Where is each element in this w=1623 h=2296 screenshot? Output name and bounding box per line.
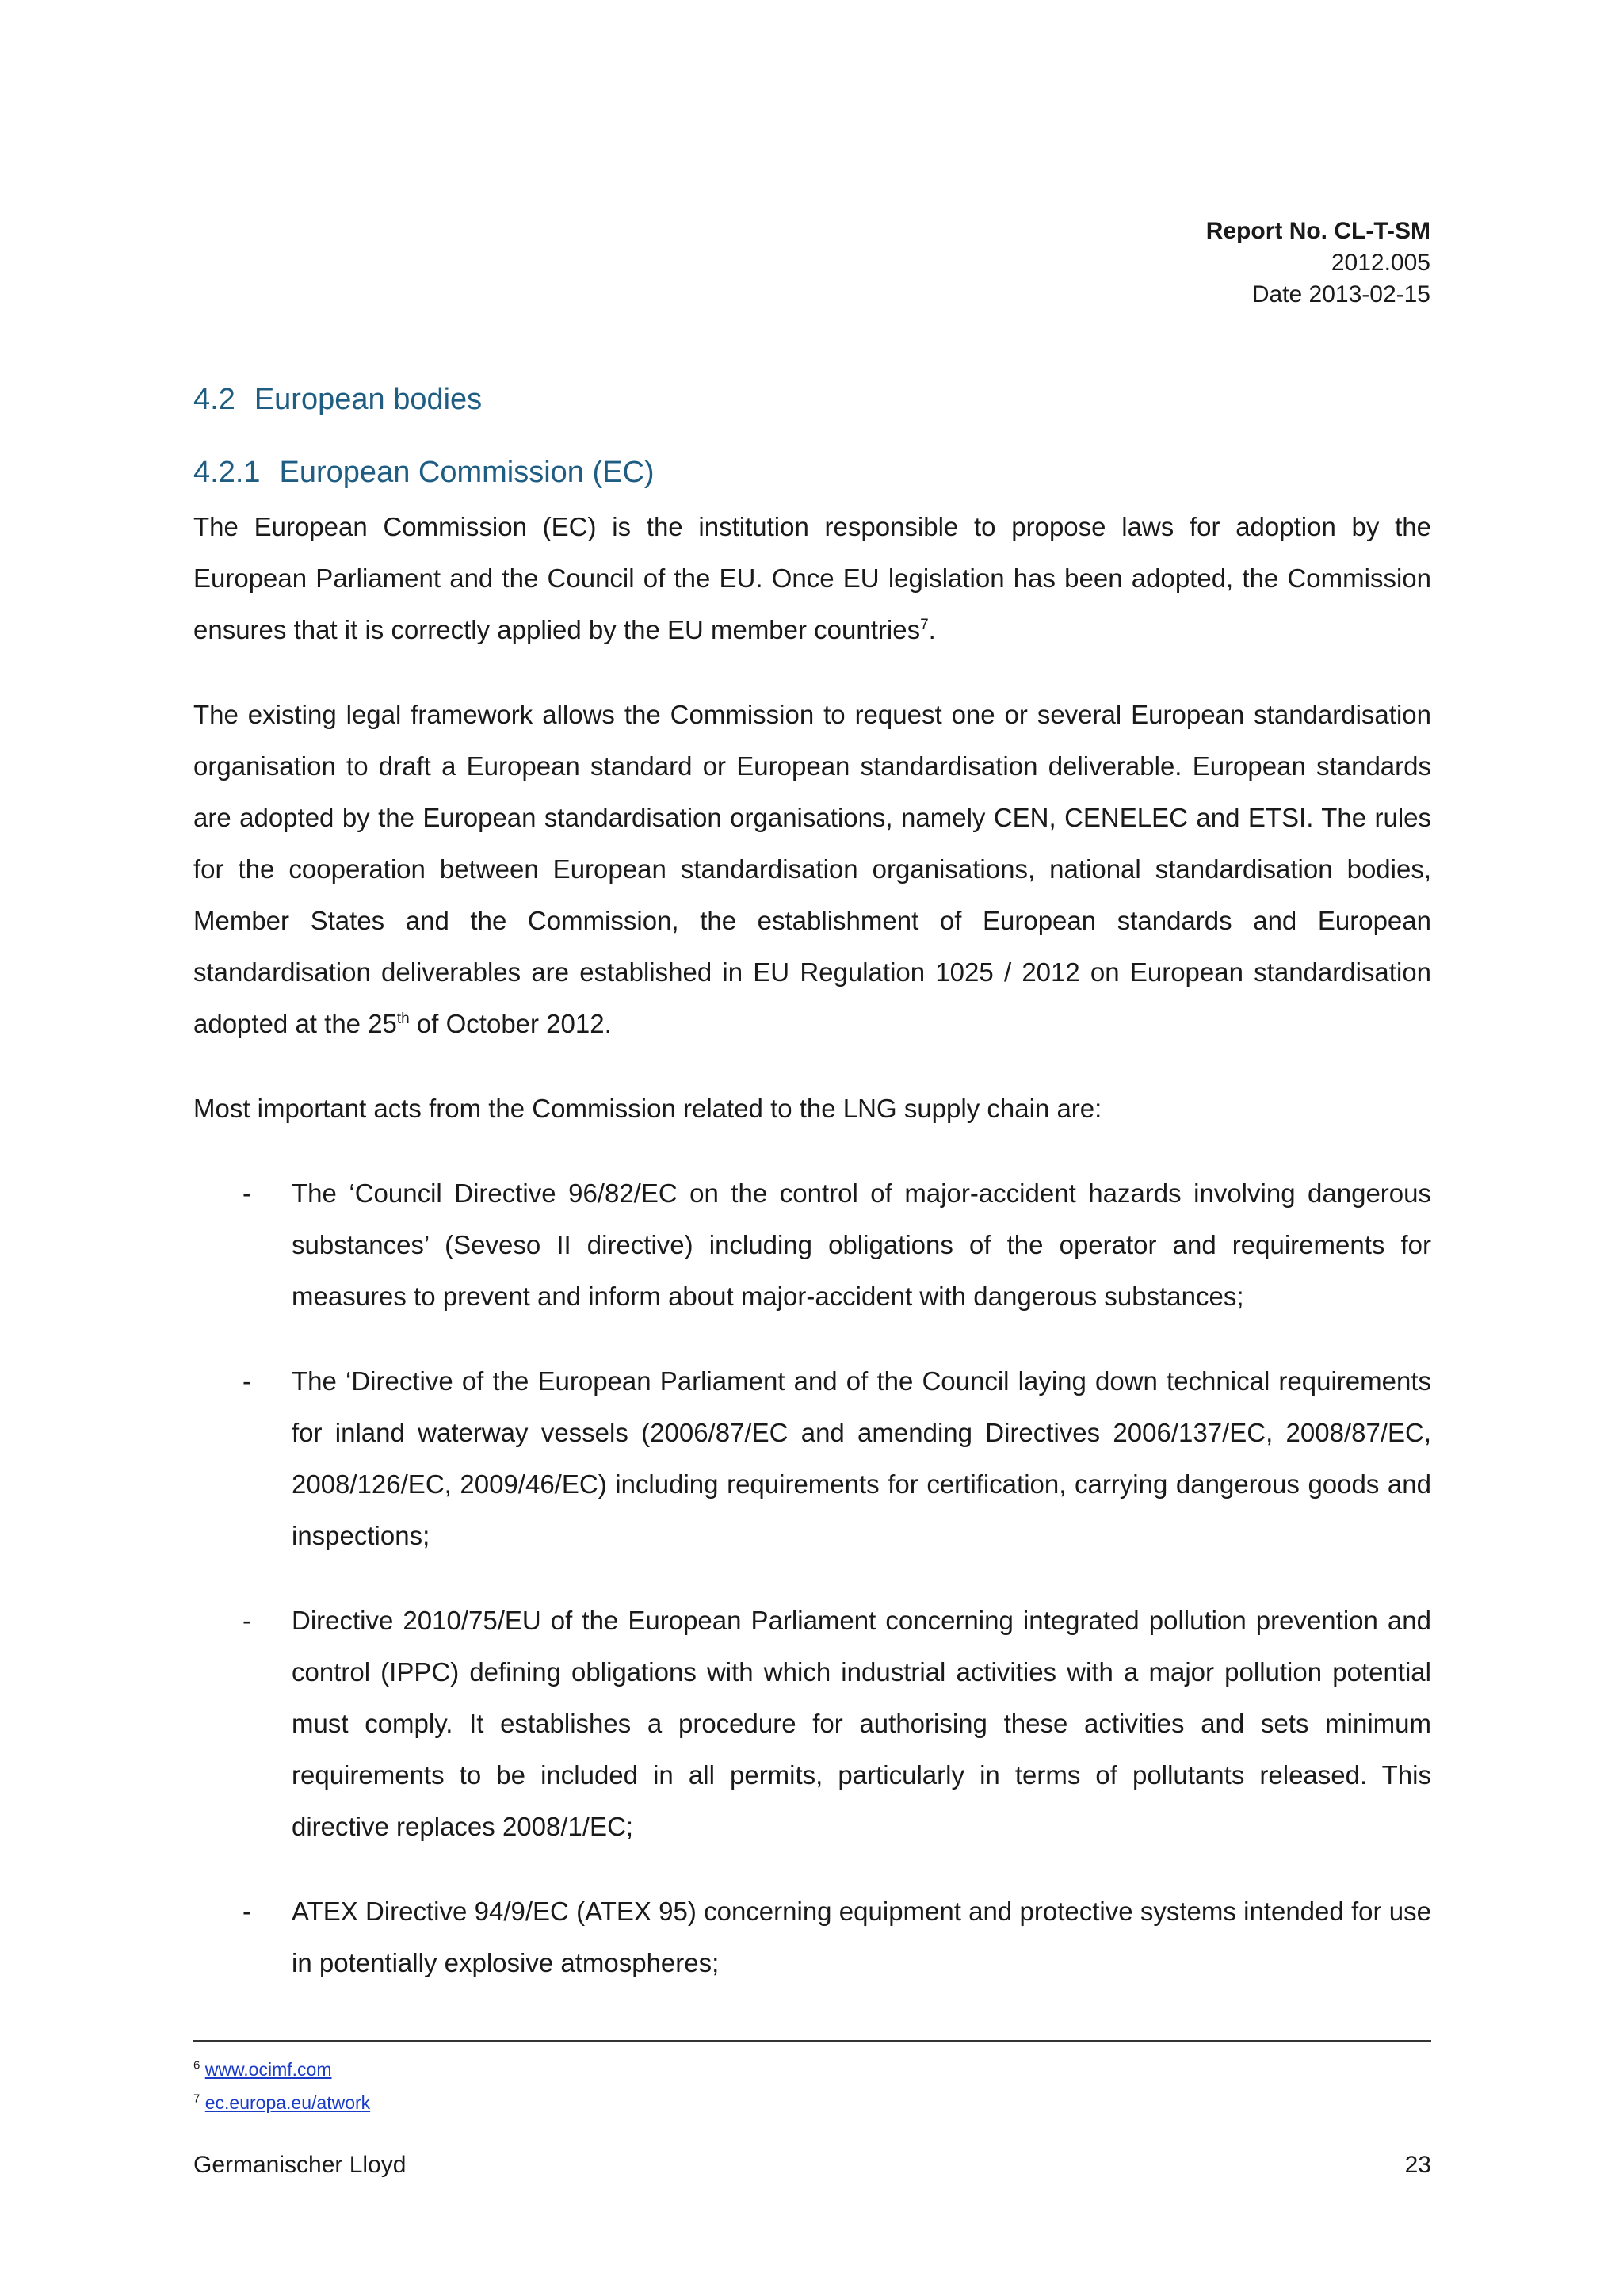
report-number: Report No. CL-T-SM — [1205, 218, 1430, 244]
paragraph-acts-intro: Most important acts from the Commission related to the LNG supply chain are: — [193, 1094, 1102, 1123]
list-item — [193, 1885, 1431, 1988]
footnote-ref-7: 7 — [920, 617, 929, 633]
bullet-marker: - — [242, 1366, 251, 1396]
bullet-marker: - — [242, 1179, 251, 1208]
page-footer — [193, 2149, 1431, 2181]
section-title: European bodies — [254, 383, 483, 416]
paragraph-text: The existing legal framework allows the Commission to request one or several European standardisation organisation to draft a European standard or European standardisation deliverable. European standards are adopted by the European standardisation organisations, namely CEN, CENELEC and ETSI. The rules for the cooperation between European standardisation organisations, national standardisation bodies, Member States and the Commission, the establishment of European standards and European standardisation deliverables are established in EU Regulation 1025 / 2012 on European standardisation adopted at the 25 — [193, 700, 1431, 1038]
acts-list — [193, 1167, 1431, 1988]
ordinal-suffix: th — [396, 1010, 410, 1027]
list-item — [193, 1167, 1431, 1322]
footnote-link-europa[interactable]: ec.europa.eu/atwork — [204, 2092, 371, 2113]
report-date: Date 2013-02-15 — [1251, 281, 1430, 308]
footer-company: Germanischer Lloyd — [193, 2152, 407, 2178]
subsection-number: 4.2.1 — [193, 456, 261, 489]
footnotes — [193, 2053, 370, 2119]
list-item — [193, 1595, 1431, 1852]
page-number: 23 — [1404, 2152, 1431, 2178]
main-content — [193, 372, 1431, 2022]
section-heading — [193, 380, 1431, 418]
paragraph-ec-definition — [193, 501, 1431, 655]
footnote-number: 6 — [193, 2058, 200, 2073]
footnote-6 — [193, 2053, 370, 2086]
list-item-text: The ‘Council Directive 96/82/EC on the control of major-accident hazards involving dangerous substances’ (Seveso II directive) including obligations of the operator and requirements for measures to prevent and inform about major-accident with dangerous substances; — [292, 1179, 1431, 1311]
subsection-heading — [193, 453, 1431, 491]
list-item-text: ATEX Directive 94/9/EC (ATEX 95) concerning equipment and protective systems intended for use in potentially explosive atmospheres; — [292, 1897, 1431, 1977]
footnote-number: 7 — [193, 2092, 200, 2106]
report-id: 2012.005 — [1331, 250, 1430, 276]
footnote-link-ocimf[interactable]: www.ocimf.com — [204, 2059, 332, 2080]
report-header — [1206, 216, 1430, 311]
section-number: 4.2 — [193, 383, 235, 416]
paragraph-legal-framework — [193, 689, 1431, 1049]
list-item-text: The ‘Directive of the European Parliament and of the Council laying down technical requirements for inland waterway vessels (2006/87/EC and amending Directives 2006/137/EC, 2008/87/EC, 2008/126/EC, 2009/46/EC) including requirements for certification, carrying dangerous goods and inspections; — [292, 1366, 1431, 1550]
paragraph-end: of October 2012. — [409, 1009, 612, 1038]
subsection-title: European Commission (EC) — [279, 456, 655, 489]
paragraph-text: The European Commission (EC) is the institution responsible to propose laws for adoption by the European Parliament and the Council of the EU. Once EU legislation has been adopted, the Commission ensures that it is correctly applied by the EU member countries — [193, 512, 1431, 644]
list-item — [193, 1355, 1431, 1561]
bullet-marker: - — [242, 1606, 251, 1635]
bullet-marker: - — [242, 1897, 251, 1926]
paragraph-end: . — [928, 615, 936, 644]
footnote-divider — [193, 2040, 1431, 2042]
footnote-7 — [193, 2086, 370, 2119]
list-item-text: Directive 2010/75/EU of the European Parliament concerning integrated pollution prevention and control (IPPC) defining obligations with which industrial activities with a major pollution potential must comply. It establishes a procedure for authorising these activities and sets minimum requirements to be included in all permits, particularly in terms of pollutants released. This directive replaces 2008/1/EC; — [292, 1606, 1431, 1841]
